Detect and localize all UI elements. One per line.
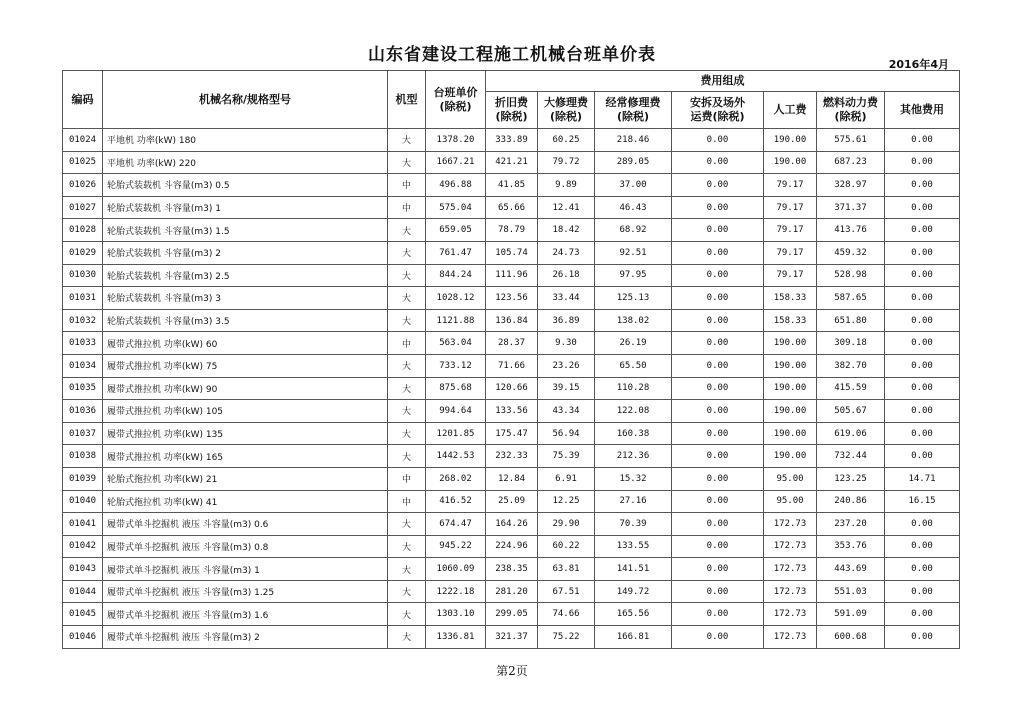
cell-depreciation: 71.66 — [486, 354, 538, 377]
cell-fuel: 240.86 — [817, 490, 885, 513]
cell-depreciation: 111.96 — [486, 264, 538, 287]
cell-code: 01036 — [63, 400, 103, 423]
cell-depreciation: 41.85 — [486, 174, 538, 197]
cell-labor: 158.33 — [764, 309, 817, 332]
cell-price: 875.68 — [426, 377, 486, 400]
header-code: 编码 — [63, 71, 103, 129]
cell-labor: 190.00 — [764, 354, 817, 377]
cell-depreciation: 175.47 — [486, 422, 538, 445]
table-row — [63, 287, 960, 310]
cell-maintenance: 92.51 — [595, 241, 672, 264]
cell-install: 0.00 — [672, 196, 764, 219]
cell-fuel: 371.37 — [817, 196, 885, 219]
cell-install: 0.00 — [672, 513, 764, 536]
cell-depreciation: 232.33 — [486, 445, 538, 468]
cell-install: 0.00 — [672, 264, 764, 287]
cell-install: 0.00 — [672, 535, 764, 558]
cell-price: 1442.53 — [426, 445, 486, 468]
cell-name: 履带式单斗挖掘机 液压 斗容量(m3) 2 — [103, 626, 388, 649]
cell-labor: 79.17 — [764, 241, 817, 264]
cell-depreciation: 164.26 — [486, 513, 538, 536]
cell-price: 268.02 — [426, 467, 486, 490]
cell-price: 945.22 — [426, 535, 486, 558]
cell-type: 中 — [388, 490, 426, 513]
cell-install: 0.00 — [672, 445, 764, 468]
table-row — [63, 241, 960, 264]
cell-type: 中 — [388, 332, 426, 355]
cell-other: 0.00 — [885, 626, 960, 649]
cell-install: 0.00 — [672, 400, 764, 423]
cell-price: 1667.21 — [426, 151, 486, 174]
header-overhaul: 大修理费 (除税) — [538, 92, 595, 129]
cell-fuel: 382.70 — [817, 354, 885, 377]
cell-labor: 190.00 — [764, 377, 817, 400]
cell-name: 履带式推拉机 功率(kW) 90 — [103, 377, 388, 400]
cell-labor: 79.17 — [764, 219, 817, 242]
cell-labor: 190.00 — [764, 422, 817, 445]
cell-install: 0.00 — [672, 580, 764, 603]
cell-overhaul: 33.44 — [538, 287, 595, 310]
header-price: 台班单价 (除税) — [426, 71, 486, 129]
cell-maintenance: 218.46 — [595, 129, 672, 152]
cell-price: 1121.88 — [426, 309, 486, 332]
header-other: 其他费用 — [885, 92, 960, 129]
table-row — [63, 626, 960, 649]
cell-depreciation: 105.74 — [486, 241, 538, 264]
cell-maintenance: 27.16 — [595, 490, 672, 513]
cell-install: 0.00 — [672, 377, 764, 400]
cell-maintenance: 97.95 — [595, 264, 672, 287]
cell-fuel: 732.44 — [817, 445, 885, 468]
cell-depreciation: 238.35 — [486, 558, 538, 581]
cell-other: 0.00 — [885, 580, 960, 603]
header-install: 安拆及场外 运费(除税) — [672, 92, 764, 129]
cell-price: 496.88 — [426, 174, 486, 197]
cell-fuel: 459.32 — [817, 241, 885, 264]
cell-depreciation: 123.56 — [486, 287, 538, 310]
price-table — [62, 70, 960, 649]
page-title: 山东省建设工程施工机械台班单价表 — [368, 45, 656, 65]
cell-price: 1336.81 — [426, 626, 486, 649]
cell-type: 大 — [388, 445, 426, 468]
cell-type: 大 — [388, 580, 426, 603]
cell-name: 轮胎式装载机 斗容量(m3) 0.5 — [103, 174, 388, 197]
cell-name: 履带式单斗挖掘机 液压 斗容量(m3) 1 — [103, 558, 388, 581]
cell-fuel: 591.09 — [817, 603, 885, 626]
cell-code: 01043 — [63, 558, 103, 581]
cell-name: 履带式推拉机 功率(kW) 60 — [103, 332, 388, 355]
cell-other: 0.00 — [885, 535, 960, 558]
cell-fuel: 587.65 — [817, 287, 885, 310]
cell-type: 大 — [388, 603, 426, 626]
cell-fuel: 328.97 — [817, 174, 885, 197]
cell-depreciation: 421.21 — [486, 151, 538, 174]
cell-code: 01035 — [63, 377, 103, 400]
cell-depreciation: 281.20 — [486, 580, 538, 603]
cell-fuel: 353.76 — [817, 535, 885, 558]
cell-price: 563.04 — [426, 332, 486, 355]
table-row — [63, 580, 960, 603]
cell-name: 轮胎式装载机 斗容量(m3) 1.5 — [103, 219, 388, 242]
cell-install: 0.00 — [672, 241, 764, 264]
table-row — [63, 196, 960, 219]
cell-type: 大 — [388, 241, 426, 264]
cell-labor: 190.00 — [764, 445, 817, 468]
cell-name: 轮胎式装载机 斗容量(m3) 2 — [103, 241, 388, 264]
cell-type: 大 — [388, 626, 426, 649]
cell-price: 844.24 — [426, 264, 486, 287]
cell-type: 中 — [388, 467, 426, 490]
cell-fuel: 123.25 — [817, 467, 885, 490]
cell-fuel: 309.18 — [817, 332, 885, 355]
cell-code: 01038 — [63, 445, 103, 468]
cell-code: 01026 — [63, 174, 103, 197]
cell-price: 1201.85 — [426, 422, 486, 445]
cell-fuel: 687.23 — [817, 151, 885, 174]
table-row — [63, 400, 960, 423]
table-row — [63, 151, 960, 174]
table-body — [63, 129, 960, 649]
cell-other: 0.00 — [885, 129, 960, 152]
cell-depreciation: 136.84 — [486, 309, 538, 332]
cell-overhaul: 12.41 — [538, 196, 595, 219]
cell-name: 履带式单斗挖掘机 液压 斗容量(m3) 1.25 — [103, 580, 388, 603]
cell-labor: 172.73 — [764, 580, 817, 603]
cell-price: 575.04 — [426, 196, 486, 219]
table-row — [63, 558, 960, 581]
table-row — [63, 332, 960, 355]
cell-overhaul: 18.42 — [538, 219, 595, 242]
cell-install: 0.00 — [672, 219, 764, 242]
cell-depreciation: 224.96 — [486, 535, 538, 558]
cell-name: 轮胎式装载机 斗容量(m3) 1 — [103, 196, 388, 219]
cell-type: 大 — [388, 513, 426, 536]
cell-maintenance: 46.43 — [595, 196, 672, 219]
cell-labor: 158.33 — [764, 287, 817, 310]
cell-maintenance: 26.19 — [595, 332, 672, 355]
cell-overhaul: 75.39 — [538, 445, 595, 468]
cell-type: 大 — [388, 535, 426, 558]
cell-type: 中 — [388, 174, 426, 197]
cell-depreciation: 25.09 — [486, 490, 538, 513]
cell-labor: 172.73 — [764, 626, 817, 649]
cell-overhaul: 29.90 — [538, 513, 595, 536]
cell-price: 674.47 — [426, 513, 486, 536]
cell-maintenance: 133.55 — [595, 535, 672, 558]
table-row — [63, 603, 960, 626]
cell-overhaul: 6.91 — [538, 467, 595, 490]
cell-code: 01025 — [63, 151, 103, 174]
cell-labor: 190.00 — [764, 332, 817, 355]
cell-type: 大 — [388, 129, 426, 152]
cell-code: 01033 — [63, 332, 103, 355]
cell-fuel: 528.98 — [817, 264, 885, 287]
cell-name: 履带式单斗挖掘机 液压 斗容量(m3) 1.6 — [103, 603, 388, 626]
cell-overhaul: 63.81 — [538, 558, 595, 581]
cell-depreciation: 133.56 — [486, 400, 538, 423]
cell-price: 1303.10 — [426, 603, 486, 626]
table-row — [63, 467, 960, 490]
cell-price: 1378.20 — [426, 129, 486, 152]
cell-name: 履带式推拉机 功率(kW) 105 — [103, 400, 388, 423]
cell-labor: 95.00 — [764, 467, 817, 490]
cell-type: 大 — [388, 422, 426, 445]
cell-fuel: 619.06 — [817, 422, 885, 445]
cell-install: 0.00 — [672, 174, 764, 197]
cell-maintenance: 15.32 — [595, 467, 672, 490]
table-row — [63, 445, 960, 468]
cell-code: 01032 — [63, 309, 103, 332]
cell-install: 0.00 — [672, 151, 764, 174]
table-row — [63, 219, 960, 242]
cell-install: 0.00 — [672, 287, 764, 310]
cell-code: 01024 — [63, 129, 103, 152]
table-row — [63, 174, 960, 197]
cell-overhaul: 67.51 — [538, 580, 595, 603]
cell-price: 416.52 — [426, 490, 486, 513]
cell-maintenance: 65.50 — [595, 354, 672, 377]
table-row — [63, 513, 960, 536]
cell-maintenance: 68.92 — [595, 219, 672, 242]
cell-type: 大 — [388, 287, 426, 310]
cell-maintenance: 160.38 — [595, 422, 672, 445]
cell-install: 0.00 — [672, 354, 764, 377]
cell-code: 01029 — [63, 241, 103, 264]
cell-install: 0.00 — [672, 490, 764, 513]
table-row — [63, 490, 960, 513]
cell-depreciation: 78.79 — [486, 219, 538, 242]
cell-other: 0.00 — [885, 377, 960, 400]
cell-type: 大 — [388, 219, 426, 242]
cell-other: 0.00 — [885, 513, 960, 536]
cell-maintenance: 165.56 — [595, 603, 672, 626]
cell-labor: 172.73 — [764, 603, 817, 626]
cell-name: 平地机 功率(kW) 180 — [103, 129, 388, 152]
table-row — [63, 535, 960, 558]
page-number: 第2页 — [496, 664, 528, 678]
cell-maintenance: 212.36 — [595, 445, 672, 468]
cell-name: 履带式推拉机 功率(kW) 75 — [103, 354, 388, 377]
cell-price: 659.05 — [426, 219, 486, 242]
header-labor: 人工费 — [764, 92, 817, 129]
cell-code: 01045 — [63, 603, 103, 626]
cell-overhaul: 12.25 — [538, 490, 595, 513]
cell-fuel: 443.69 — [817, 558, 885, 581]
cell-install: 0.00 — [672, 129, 764, 152]
table-row — [63, 354, 960, 377]
cell-other: 0.00 — [885, 219, 960, 242]
cell-price: 733.12 — [426, 354, 486, 377]
cell-labor: 172.73 — [764, 513, 817, 536]
cell-overhaul: 23.26 — [538, 354, 595, 377]
cell-maintenance: 149.72 — [595, 580, 672, 603]
cell-depreciation: 65.66 — [486, 196, 538, 219]
cell-price: 1222.18 — [426, 580, 486, 603]
table-row — [63, 309, 960, 332]
cell-labor: 190.00 — [764, 129, 817, 152]
cell-install: 0.00 — [672, 626, 764, 649]
cell-code: 01039 — [63, 467, 103, 490]
cell-code: 01044 — [63, 580, 103, 603]
cell-code: 01046 — [63, 626, 103, 649]
cell-depreciation: 28.37 — [486, 332, 538, 355]
cell-other: 0.00 — [885, 445, 960, 468]
cell-other: 16.15 — [885, 490, 960, 513]
cell-maintenance: 70.39 — [595, 513, 672, 536]
cell-maintenance: 110.28 — [595, 377, 672, 400]
cell-overhaul: 79.72 — [538, 151, 595, 174]
cell-type: 大 — [388, 400, 426, 423]
header-maintenance: 经常修理费 (除税) — [595, 92, 672, 129]
cell-maintenance: 289.05 — [595, 151, 672, 174]
cell-type: 大 — [388, 264, 426, 287]
cell-other: 0.00 — [885, 422, 960, 445]
cell-other: 0.00 — [885, 558, 960, 581]
cell-code: 01034 — [63, 354, 103, 377]
cell-fuel: 413.76 — [817, 219, 885, 242]
cell-depreciation: 333.89 — [486, 129, 538, 152]
header-type: 机型 — [388, 71, 426, 129]
cell-fuel: 600.68 — [817, 626, 885, 649]
cell-depreciation: 12.84 — [486, 467, 538, 490]
cell-other: 0.00 — [885, 241, 960, 264]
cell-other: 0.00 — [885, 264, 960, 287]
cell-price: 994.64 — [426, 400, 486, 423]
date-label: 2016年4月 — [888, 58, 949, 71]
cell-install: 0.00 — [672, 332, 764, 355]
cell-name: 轮胎式拖拉机 功率(kW) 41 — [103, 490, 388, 513]
cell-name: 履带式推拉机 功率(kW) 165 — [103, 445, 388, 468]
cell-code: 01042 — [63, 535, 103, 558]
cell-maintenance: 122.08 — [595, 400, 672, 423]
cell-name: 轮胎式装载机 斗容量(m3) 3 — [103, 287, 388, 310]
cell-overhaul: 56.94 — [538, 422, 595, 445]
cell-name: 平地机 功率(kW) 220 — [103, 151, 388, 174]
header-depreciation: 折旧费 (除税) — [486, 92, 538, 129]
cell-code: 01028 — [63, 219, 103, 242]
cell-type: 大 — [388, 309, 426, 332]
cell-install: 0.00 — [672, 558, 764, 581]
cell-labor: 79.17 — [764, 264, 817, 287]
cell-other: 0.00 — [885, 603, 960, 626]
cell-labor: 172.73 — [764, 558, 817, 581]
cell-maintenance: 141.51 — [595, 558, 672, 581]
cell-other: 0.00 — [885, 309, 960, 332]
cell-maintenance: 125.13 — [595, 287, 672, 310]
cell-overhaul: 36.89 — [538, 309, 595, 332]
cell-overhaul: 60.22 — [538, 535, 595, 558]
cell-code: 01041 — [63, 513, 103, 536]
header-name: 机械名称/规格型号 — [103, 71, 388, 129]
cell-name: 轮胎式装载机 斗容量(m3) 3.5 — [103, 309, 388, 332]
cell-fuel: 651.80 — [817, 309, 885, 332]
cell-code: 01037 — [63, 422, 103, 445]
table-row — [63, 264, 960, 287]
cell-labor: 79.17 — [764, 174, 817, 197]
cell-name: 履带式单斗挖掘机 液压 斗容量(m3) 0.6 — [103, 513, 388, 536]
cell-code: 01027 — [63, 196, 103, 219]
cell-overhaul: 9.30 — [538, 332, 595, 355]
table-row — [63, 129, 960, 152]
cell-other: 0.00 — [885, 151, 960, 174]
header-fuel: 燃料动力费 (除税) — [817, 92, 885, 129]
cell-type: 中 — [388, 196, 426, 219]
cell-price: 761.47 — [426, 241, 486, 264]
cell-other: 0.00 — [885, 354, 960, 377]
cell-maintenance: 138.02 — [595, 309, 672, 332]
cell-price: 1028.12 — [426, 287, 486, 310]
cell-overhaul: 43.34 — [538, 400, 595, 423]
cell-depreciation: 299.05 — [486, 603, 538, 626]
cell-fuel: 237.20 — [817, 513, 885, 536]
cell-other: 0.00 — [885, 196, 960, 219]
table-row — [63, 377, 960, 400]
cell-price: 1060.09 — [426, 558, 486, 581]
cell-type: 大 — [388, 354, 426, 377]
cell-fuel: 415.59 — [817, 377, 885, 400]
cell-depreciation: 120.66 — [486, 377, 538, 400]
cell-install: 0.00 — [672, 309, 764, 332]
header-cost-group: 费用组成 — [486, 71, 960, 92]
cell-overhaul: 60.25 — [538, 129, 595, 152]
cell-labor: 190.00 — [764, 400, 817, 423]
cell-type: 大 — [388, 377, 426, 400]
cell-name: 履带式单斗挖掘机 液压 斗容量(m3) 0.8 — [103, 535, 388, 558]
cell-install: 0.00 — [672, 467, 764, 490]
cell-code: 01040 — [63, 490, 103, 513]
cell-install: 0.00 — [672, 603, 764, 626]
cell-other: 0.00 — [885, 332, 960, 355]
cell-overhaul: 74.66 — [538, 603, 595, 626]
cell-labor: 172.73 — [764, 535, 817, 558]
cell-labor: 95.00 — [764, 490, 817, 513]
cell-fuel: 551.03 — [817, 580, 885, 603]
cell-install: 0.00 — [672, 422, 764, 445]
cell-overhaul: 75.22 — [538, 626, 595, 649]
cell-labor: 190.00 — [764, 151, 817, 174]
cell-overhaul: 39.15 — [538, 377, 595, 400]
cell-code: 01030 — [63, 264, 103, 287]
cell-overhaul: 9.89 — [538, 174, 595, 197]
table-row — [63, 422, 960, 445]
cell-name: 轮胎式装载机 斗容量(m3) 2.5 — [103, 264, 388, 287]
cell-code: 01031 — [63, 287, 103, 310]
cell-maintenance: 166.81 — [595, 626, 672, 649]
cell-other: 0.00 — [885, 174, 960, 197]
cell-fuel: 575.61 — [817, 129, 885, 152]
cell-name: 轮胎式拖拉机 功率(kW) 21 — [103, 467, 388, 490]
cell-other: 0.00 — [885, 400, 960, 423]
cell-other: 14.71 — [885, 467, 960, 490]
cell-type: 大 — [388, 558, 426, 581]
cell-type: 大 — [388, 151, 426, 174]
cell-overhaul: 24.73 — [538, 241, 595, 264]
cell-name: 履带式推拉机 功率(kW) 135 — [103, 422, 388, 445]
cell-depreciation: 321.37 — [486, 626, 538, 649]
cell-maintenance: 37.00 — [595, 174, 672, 197]
cell-overhaul: 26.18 — [538, 264, 595, 287]
cell-other: 0.00 — [885, 287, 960, 310]
cell-labor: 79.17 — [764, 196, 817, 219]
cell-fuel: 505.67 — [817, 400, 885, 423]
